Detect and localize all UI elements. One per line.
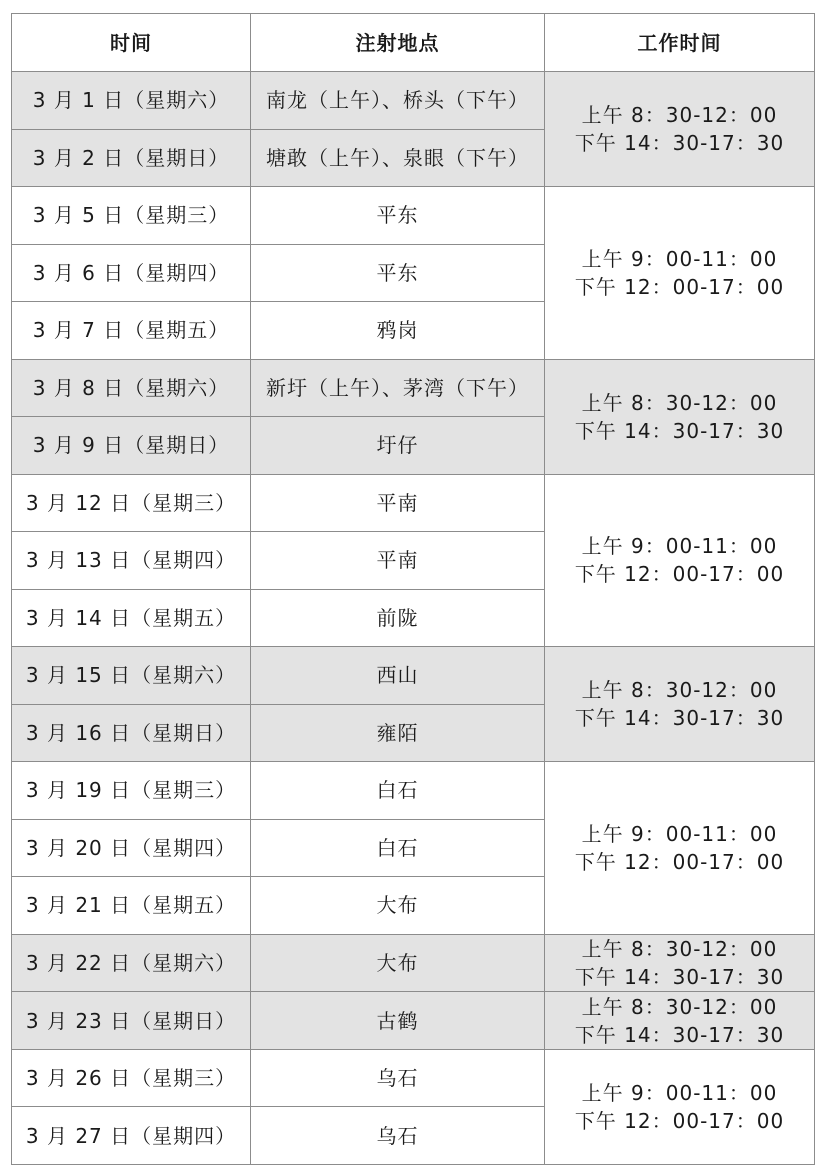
- table-row: [12, 934, 815, 992]
- table-row: [12, 762, 815, 820]
- location-cell: 平南: [251, 474, 545, 532]
- location-cell: 白石: [251, 819, 545, 877]
- hours-am: 上午 9：00-11：00: [581, 534, 778, 559]
- hours-am: 上午 8：30-12：00: [581, 103, 778, 128]
- hours-pm: 下午 14：30-17：30: [574, 131, 785, 156]
- date-cell: 3 月 6 日（星期四）: [12, 244, 251, 302]
- location-cell: 新圩（上午）、茅湾（下午）: [251, 359, 545, 417]
- date-cell: 3 月 15 日（星期六）: [12, 647, 251, 705]
- hours-am: 上午 8：30-12：00: [581, 994, 778, 1019]
- date-cell: 3 月 8 日（星期六）: [12, 359, 251, 417]
- hours-pm: 下午 12：00-17：00: [574, 274, 785, 299]
- location-cell: 塘敢（上午）、泉眼（下午）: [251, 129, 545, 187]
- date-cell: 3 月 7 日（星期五）: [12, 302, 251, 360]
- hours-pm: 下午 12：00-17：00: [574, 562, 785, 587]
- header-hours: 工作时间: [545, 14, 815, 72]
- header-date: 时间: [12, 14, 251, 72]
- location-cell: 前陇: [251, 589, 545, 647]
- header-location: 注射地点: [251, 14, 545, 72]
- date-cell: 3 月 23 日（星期日）: [12, 992, 251, 1050]
- date-cell: 3 月 14 日（星期五）: [12, 589, 251, 647]
- date-cell: 3 月 16 日（星期日）: [12, 704, 251, 762]
- date-cell: 3 月 12 日（星期三）: [12, 474, 251, 532]
- table-row: [12, 187, 815, 245]
- hours-am: 上午 9：00-11：00: [581, 821, 778, 846]
- hours-cell: [545, 187, 815, 360]
- hours-cell: [545, 762, 815, 935]
- table-row: [12, 992, 815, 1050]
- location-cell: 乌石: [251, 1107, 545, 1165]
- date-cell: 3 月 9 日（星期日）: [12, 417, 251, 475]
- date-cell: 3 月 1 日（星期六）: [12, 72, 251, 130]
- hours-am: 上午 8：30-12：00: [581, 936, 778, 961]
- hours-cell: [545, 992, 815, 1050]
- date-cell: 3 月 26 日（星期三）: [12, 1049, 251, 1107]
- location-cell: 白石: [251, 762, 545, 820]
- location-cell: 平南: [251, 532, 545, 590]
- location-cell: 平东: [251, 244, 545, 302]
- location-cell: 圩仔: [251, 417, 545, 475]
- date-cell: 3 月 22 日（星期六）: [12, 934, 251, 992]
- vaccination-schedule-table: [11, 13, 815, 1165]
- hours-pm: 下午 14：30-17：30: [574, 418, 785, 443]
- hours-cell: [545, 934, 815, 992]
- hours-am: 上午 9：00-11：00: [581, 1080, 778, 1105]
- location-cell: 西山: [251, 647, 545, 705]
- hours-pm: 下午 12：00-17：00: [574, 849, 785, 874]
- table-row: [12, 72, 815, 130]
- location-cell: 大布: [251, 877, 545, 935]
- date-cell: 3 月 27 日（星期四）: [12, 1107, 251, 1165]
- table-row: [12, 359, 815, 417]
- hours-am: 上午 9：00-11：00: [581, 246, 778, 271]
- location-cell: 古鹤: [251, 992, 545, 1050]
- location-cell: 大布: [251, 934, 545, 992]
- hours-pm: 下午 12：00-17：00: [574, 1108, 785, 1133]
- hours-am: 上午 8：30-12：00: [581, 678, 778, 703]
- table-row: [12, 474, 815, 532]
- date-cell: 3 月 21 日（星期五）: [12, 877, 251, 935]
- date-cell: 3 月 19 日（星期三）: [12, 762, 251, 820]
- table-header-row: [12, 14, 815, 72]
- date-cell: 3 月 5 日（星期三）: [12, 187, 251, 245]
- date-cell: 3 月 20 日（星期四）: [12, 819, 251, 877]
- location-cell: 乌石: [251, 1049, 545, 1107]
- location-cell: 平东: [251, 187, 545, 245]
- hours-pm: 下午 14：30-17：30: [574, 964, 785, 989]
- location-cell: 鸦岗: [251, 302, 545, 360]
- location-cell: 南龙（上午）、桥头（下午）: [251, 72, 545, 130]
- date-cell: 3 月 2 日（星期日）: [12, 129, 251, 187]
- hours-cell: [545, 72, 815, 187]
- hours-pm: 下午 14：30-17：30: [574, 706, 785, 731]
- hours-cell: [545, 647, 815, 762]
- hours-cell: [545, 359, 815, 474]
- date-cell: 3 月 13 日（星期四）: [12, 532, 251, 590]
- hours-pm: 下午 14：30-17：30: [574, 1022, 785, 1047]
- hours-cell: [545, 1049, 815, 1164]
- hours-cell: [545, 474, 815, 647]
- location-cell: 雍陌: [251, 704, 545, 762]
- hours-am: 上午 8：30-12：00: [581, 390, 778, 415]
- table-row: [12, 647, 815, 705]
- table-row: [12, 1049, 815, 1107]
